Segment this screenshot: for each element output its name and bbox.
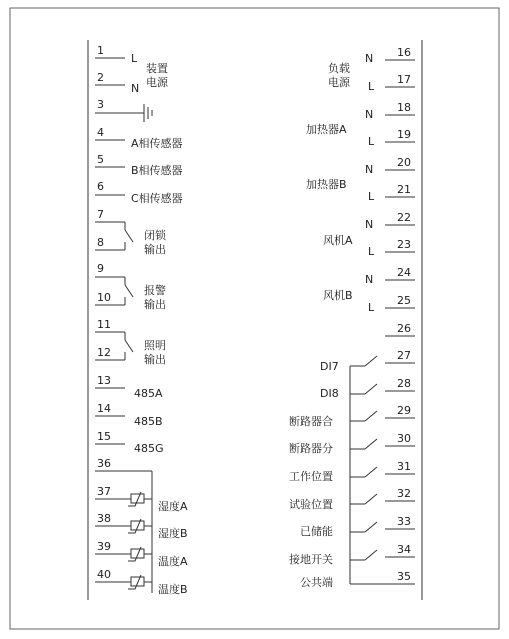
terminal-number: 12	[97, 346, 111, 359]
light-contact-icon	[125, 332, 133, 360]
terminal-symbol: N	[365, 218, 374, 231]
humidity-sensor-b-icon	[125, 519, 152, 533]
alarm-label-2: 输出	[144, 298, 166, 311]
humidity-b-label: 湿度B	[158, 527, 188, 540]
terminal-number: 28	[397, 377, 411, 390]
terminal-symbol: L	[368, 301, 375, 314]
terminal-symbol: N	[365, 52, 374, 65]
fan-b-label: 风机B	[323, 289, 353, 302]
terminal-number: 14	[97, 402, 111, 415]
terminal-number: 40	[97, 568, 111, 581]
stored-energy-label: 已储能	[300, 525, 333, 538]
di-switch-icons	[350, 356, 377, 560]
terminal-number: 33	[397, 515, 411, 528]
breaker-close-label: 断路器合	[289, 415, 333, 428]
terminal-number: 6	[97, 180, 104, 193]
terminal-number: 9	[97, 262, 104, 275]
temperature-a-label: 温度A	[158, 555, 188, 568]
terminal-number: 38	[97, 512, 111, 525]
left-terminal-numbers	[97, 44, 111, 581]
terminal-number: 35	[397, 570, 411, 583]
temperature-sensor-a-icon	[125, 547, 152, 561]
terminal-number: 7	[97, 208, 104, 221]
terminal-number: 25	[397, 294, 411, 307]
alarm-label-1: 报警	[144, 284, 166, 297]
terminal-number: 5	[97, 153, 104, 166]
load-label-2: 电源	[328, 76, 350, 89]
terminal-number: 8	[97, 236, 104, 249]
terminal-number: 39	[97, 540, 111, 553]
terminal-number: 17	[397, 73, 411, 86]
terminal-number: 1	[97, 44, 104, 57]
rs485a-label: 485A	[134, 387, 163, 400]
power-label-2: 电源	[146, 76, 168, 89]
terminal-number: 20	[397, 156, 411, 169]
terminal-number: 10	[97, 291, 111, 304]
lock-contact-icon	[125, 222, 133, 250]
terminal-number: 32	[397, 487, 411, 500]
load-label-1: 负载	[328, 62, 350, 75]
fan-a-label: 风机A	[323, 234, 353, 247]
temperature-sensor-b-icon	[125, 575, 152, 589]
terminal-number: 4	[97, 126, 104, 139]
sensor-b-label: B相传感器	[131, 164, 183, 177]
terminal-symbol: N	[365, 163, 374, 176]
alarm-contact-icon	[125, 277, 133, 305]
terminal-number: 24	[397, 266, 411, 279]
terminal-number: 18	[397, 101, 411, 114]
earth-switch-label: 接地开关	[289, 553, 333, 566]
terminal-number: 37	[97, 485, 111, 498]
terminal-number: 2	[97, 71, 104, 84]
lock-label-1: 闭锁	[144, 229, 166, 242]
ground-icon	[125, 104, 152, 122]
terminal-symbol: N	[365, 273, 374, 286]
terminal-symbol: L	[368, 190, 375, 203]
right-terminal-numbers	[397, 46, 411, 583]
test-position-label: 试验位置	[289, 498, 333, 511]
terminal-number: 3	[97, 98, 104, 111]
terminal-number: 13	[97, 374, 111, 387]
work-position-label: 工作位置	[289, 470, 333, 483]
terminal-number: 11	[97, 318, 111, 331]
humidity-sensor-a-icon	[125, 492, 152, 506]
terminal-number: 31	[397, 460, 411, 473]
temperature-b-label: 温度B	[158, 583, 188, 596]
lock-label-2: 输出	[144, 243, 166, 256]
terminal-number: 27	[397, 349, 411, 362]
humidity-a-label: 湿度A	[158, 500, 188, 513]
terminal-number: 21	[397, 183, 411, 196]
terminal-number: 15	[97, 430, 111, 443]
terminal-symbol: L	[131, 52, 138, 65]
terminal-number: 16	[397, 46, 411, 59]
sensor-a-label: A相传感器	[131, 137, 183, 150]
terminal-number: 22	[397, 211, 411, 224]
terminal-number: 19	[397, 128, 411, 141]
rs485b-label: 485B	[134, 415, 163, 428]
terminal-number: 29	[397, 404, 411, 417]
terminal-symbol: N	[365, 108, 374, 121]
power-label-1: 装置	[146, 62, 168, 75]
common-label: 公共端	[300, 576, 333, 589]
rs485g-label: 485G	[134, 442, 164, 455]
terminal-number: 36	[97, 457, 111, 470]
light-label-1: 照明	[144, 339, 166, 352]
heater-b-label: 加热器B	[306, 178, 347, 191]
terminal-number: 23	[397, 238, 411, 251]
light-label-2: 输出	[144, 353, 166, 366]
di8-label: DI8	[320, 387, 339, 400]
terminal-number: 34	[397, 543, 411, 556]
terminal-symbol: N	[131, 82, 140, 95]
terminal-symbol: L	[368, 245, 375, 258]
di7-label: DI7	[320, 360, 339, 373]
outer-frame	[10, 8, 499, 629]
breaker-open-label: 断路器分	[289, 442, 333, 455]
heater-a-label: 加热器A	[306, 123, 347, 136]
terminal-symbol: L	[368, 135, 375, 148]
terminal-number: 26	[397, 322, 411, 335]
sensor-c-label: C相传感器	[131, 192, 183, 205]
terminal-symbol: L	[368, 80, 375, 93]
terminal-number: 30	[397, 432, 411, 445]
